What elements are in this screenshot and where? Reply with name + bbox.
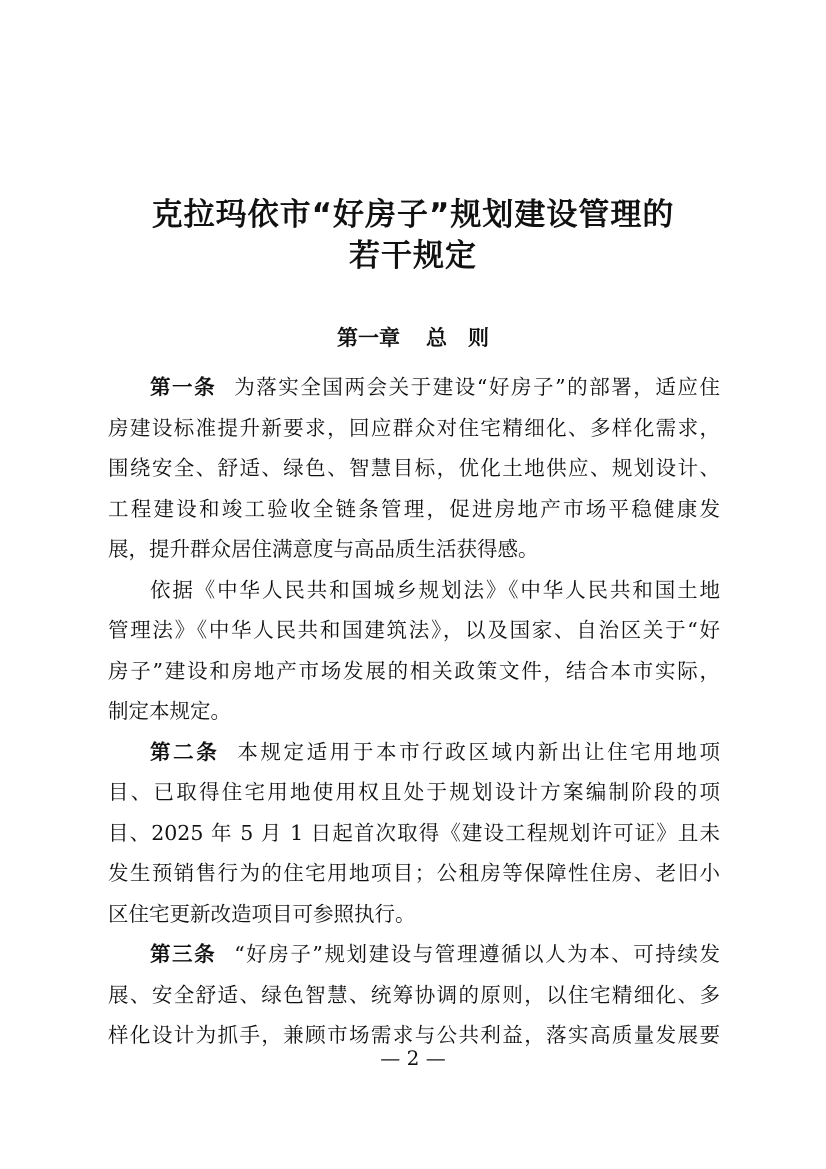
article-label: 第二条 — [150, 739, 220, 764]
line-text: 工程建设和竣工验收全链条管理，促进房地产市场平稳健康发 — [108, 496, 720, 521]
line-text: 房子”建设和房地产市场发展的相关政策文件，结合本市实际， — [108, 658, 720, 683]
line-text: 目、2025 年 5 月 1 日起首次取得《建设工程规划许可证》且未 — [108, 820, 720, 845]
line-text: 发生预销售行为的住宅用地项目；公租房等保障性住房、老旧小 — [108, 861, 720, 885]
document-title-line-1: 克拉玛依市“好房子”规划建设管理的 — [151, 197, 675, 233]
document-title-line-2: 若干规定 — [349, 238, 477, 274]
text-line — [108, 651, 720, 692]
text-line — [108, 529, 720, 570]
text-line — [108, 853, 720, 894]
line-text: 展、安全舒适、绿色智慧、统筹协调的原则，以住宅精细化、多 — [108, 982, 720, 1007]
line-text: 展，提升群众居住满意度与高品质生活获得感。 — [108, 537, 539, 561]
text-line — [108, 489, 720, 530]
text-line — [108, 408, 720, 449]
line-text: 围绕安全、舒适、绿色、智慧目标，优化土地供应、规划设计、 — [108, 456, 720, 480]
text-line — [108, 367, 720, 408]
text-line — [108, 570, 720, 611]
line-text: 本规定适用于本市行政区域内新出让住宅用地项 — [237, 739, 721, 764]
chapter-heading — [0, 322, 826, 352]
line-text: 制定本规定。 — [108, 699, 231, 723]
chapter-name: 总 则 — [426, 326, 489, 350]
document-body — [108, 367, 720, 1056]
text-line — [108, 934, 720, 975]
line-text: 房建设标准提升新要求，回应群众对住宅精细化、多样化需求， — [108, 415, 720, 440]
line-text: “好房子”规划建设与管理遵循以人为本、可持续发 — [234, 942, 720, 966]
text-line — [108, 448, 720, 489]
line-text: 管理法》《中华人民共和国建筑法》，以及国家、自治区关于“好 — [108, 618, 720, 642]
line-text: 为落实全国两会关于建设“好房子”的部署，适应住 — [234, 375, 720, 399]
text-line — [108, 813, 720, 854]
text-line — [108, 691, 720, 732]
text-line — [108, 975, 720, 1016]
chapter-number: 第一章 — [337, 326, 400, 350]
text-line — [108, 894, 720, 935]
text-line — [108, 732, 720, 773]
article-label: 第三条 — [150, 942, 217, 966]
line-text: 区住宅更新改造项目可参照执行。 — [108, 901, 416, 926]
line-text: 样化设计为抓手，兼顾市场需求与公共利益，落实高质量发展要 — [108, 1023, 720, 1047]
text-line — [108, 610, 720, 651]
text-line — [108, 772, 720, 813]
line-text: 依据《中华人民共和国城乡规划法》《中华人民共和国土地 — [150, 577, 720, 602]
article-label: 第一条 — [150, 375, 217, 399]
line-text: 目、已取得住宅用地使用权且处于规划设计方案编制阶段的项 — [108, 780, 720, 804]
page-number: — 2 — — [380, 1046, 446, 1070]
